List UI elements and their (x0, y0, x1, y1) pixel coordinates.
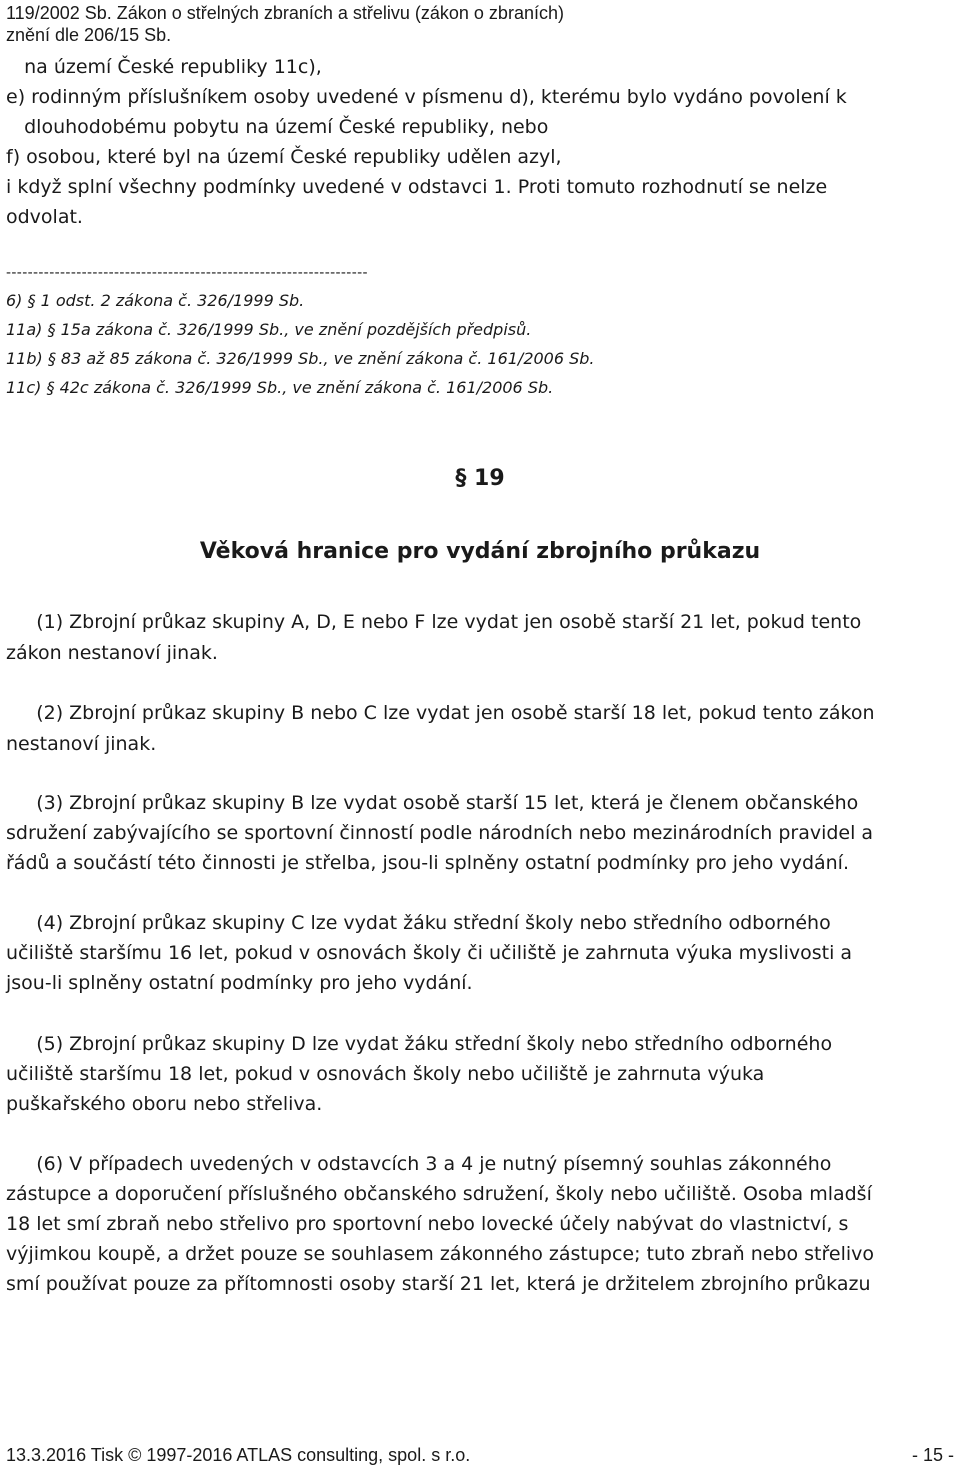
paragraph-line: zákon nestanoví jinak. (6, 642, 218, 664)
paragraph-line: jsou-li splněny ostatní podmínky pro jeho vydání. (6, 972, 473, 994)
paragraph-line: (4) Zbrojní průkaz skupiny C lze vydat žáku střední školy nebo středního odborného (6, 912, 831, 934)
paragraph-line: učiliště staršímu 16 let, pokud v osnovách školy či učiliště je zahrnuta výuka myslivosti a (6, 942, 853, 964)
document-title: 119/2002 Sb. Zákon o střelných zbraních a střelivu (zákon o zbraních) (6, 3, 564, 23)
footnote: 6) § 1 odst. 2 zákona č. 326/1999 Sb. (6, 291, 305, 310)
paragraph-line: zástupce a doporučení příslušného občanského sdružení, školy nebo učiliště. Osoba mladší (6, 1183, 872, 1205)
paragraph-line: (6) V případech uvedených v odstavcích 3 a 4 je nutný písemný souhlas zákonného (6, 1153, 832, 1175)
section-number: § 19 (455, 466, 505, 491)
intro-line: i když splní všechny podmínky uvedené v odstavci 1. Proti tomuto rozhodnutí se nelze (6, 176, 828, 198)
paragraph-line: nestanoví jinak. (6, 733, 157, 755)
intro-line: f) osobou, které byl na území České republiky udělen azyl, (6, 146, 562, 168)
paragraph-line: řádů a součástí této činnosti je střelba, jsou-li splněny ostatní podmínky pro jeho vydání. (6, 852, 850, 874)
page-number: - 15 - (911, 1445, 954, 1465)
footer-copyright: 13.3.2016 Tisk © 1997-2016 ATLAS consulting, spol. s r.o. (6, 1445, 471, 1465)
paragraph-line: sdružení zabývajícího se sportovní činností podle národních nebo mezinárodních pravidel a (6, 822, 874, 844)
intro-line: na území České republiky 11c), (6, 56, 322, 78)
intro-line: odvolat. (6, 206, 83, 228)
paragraph-line: (2) Zbrojní průkaz skupiny B nebo C lze vydat jen osobě starší 18 let, pokud tento zákon (6, 702, 875, 724)
intro-line: dlouhodobému pobytu na území České republiky, nebo (6, 116, 549, 138)
footnote: 11c) § 42c zákona č. 326/1999 Sb., ve znění zákona č. 161/2006 Sb. (6, 378, 554, 397)
paragraph-line: smí používat pouze za přítomnosti osoby starší 21 let, která je držitelem zbrojního průkazu (6, 1273, 871, 1295)
page-header (6, 2, 564, 46)
paragraph-line: výjimkou koupě, a držet pouze se souhlasem zákonného zástupce; tuto zbraň nebo střelivo (6, 1243, 875, 1265)
paragraph-line: (5) Zbrojní průkaz skupiny D lze vydat žáku střední školy nebo středního odborného (6, 1033, 833, 1055)
paragraph-line: 18 let smí zbraň nebo střelivo pro sportovní nebo lovecké účely nabývat do vlastnictví, s (6, 1213, 849, 1235)
intro-line: e) rodinným příslušníkem osoby uvedené v písmenu d), kterému bylo vydáno povolení k (6, 86, 847, 108)
paragraph-line: (1) Zbrojní průkaz skupiny A, D, E nebo F lze vydat jen osobě starší 21 let, pokud tento (6, 611, 862, 633)
footnote: 11b) § 83 až 85 zákona č. 326/1999 Sb., ve znění zákona č. 161/2006 Sb. (6, 349, 595, 368)
section-title: Věková hranice pro vydání zbrojního průkazu (199, 539, 761, 564)
paragraph-line: učiliště staršímu 18 let, pokud v osnovách školy nebo učiliště je zahrnuta výuka (6, 1063, 765, 1085)
document-version: znění dle 206/15 Sb. (6, 25, 172, 45)
paragraph-line: puškařského oboru nebo střeliva. (6, 1093, 323, 1115)
footnote-separator: ------------------------------------------------------------------- (6, 265, 368, 281)
paragraph-line: (3) Zbrojní průkaz skupiny B lze vydat osobě starší 15 let, která je členem občanského (6, 792, 859, 814)
footnote: 11a) § 15a zákona č. 326/1999 Sb., ve znění pozdějších předpisů. (6, 320, 532, 339)
